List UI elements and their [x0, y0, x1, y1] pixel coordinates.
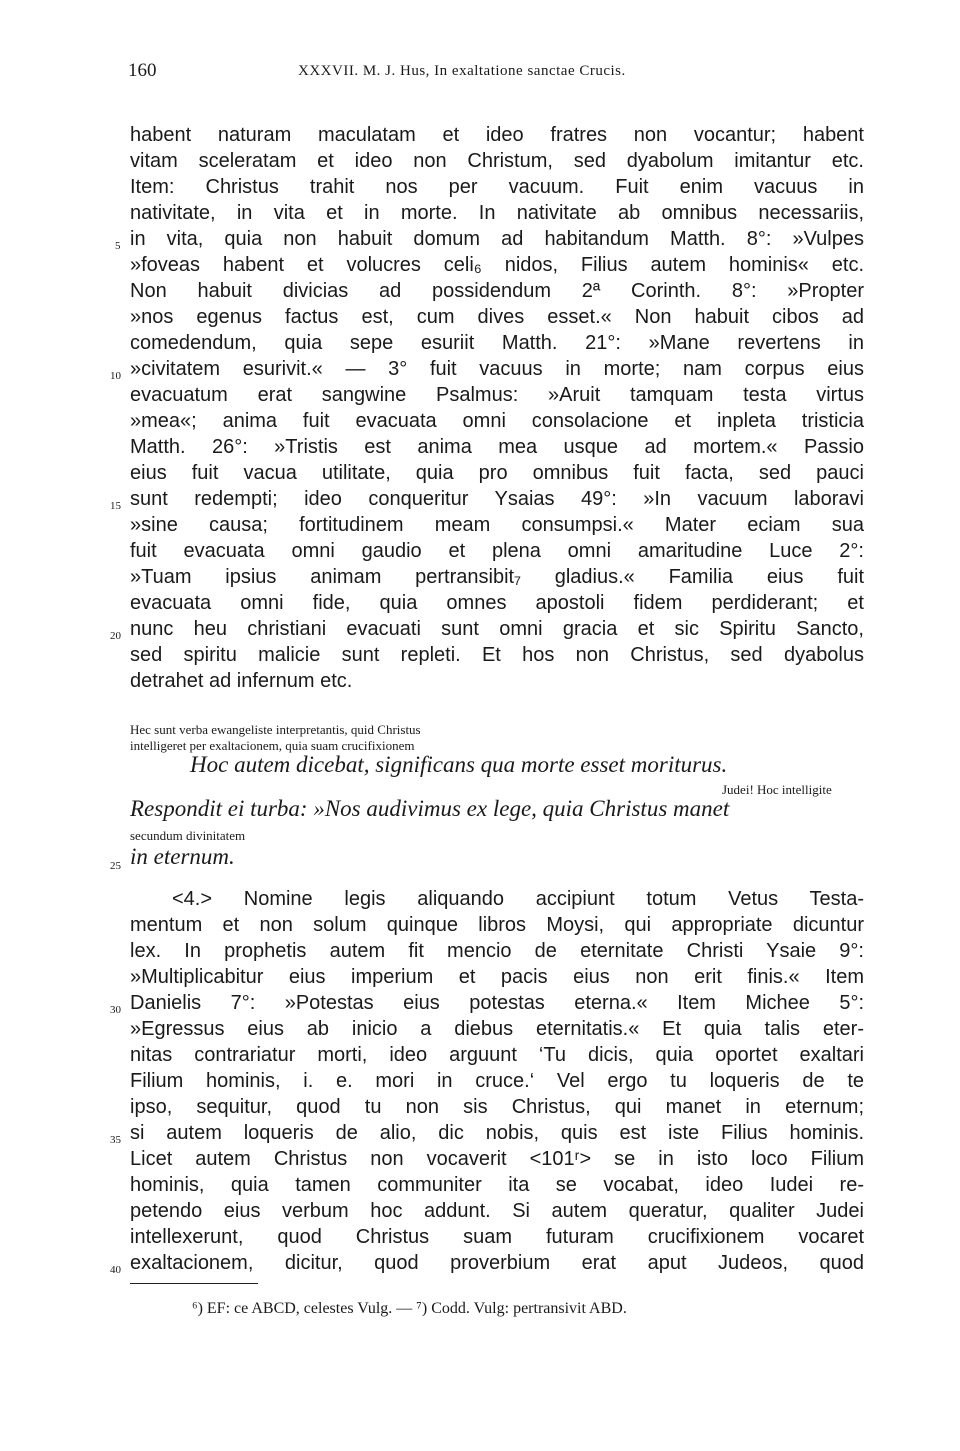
body-line: Danielis 7°: »Potestas eius potestas eterna.« Item Michee 5°: — [130, 992, 864, 1014]
gospel-lemma: in eternum. — [130, 844, 235, 869]
interlinear-gloss: Hec sunt verba ewangeliste interpretantis, quid Christus — [130, 722, 421, 737]
line-number: 5 — [115, 240, 121, 252]
body-line: mentum et non solum quinque libros Moysi, qui appropriate dicuntur — [130, 914, 864, 936]
body-line: vitam sceleratam et ideo non Christum, sed dyabolum imitantur etc. — [130, 150, 864, 172]
gospel-lemma: Hoc autem dicebat, significans qua morte esset moriturus. — [190, 752, 728, 777]
body-line: sed spiritu malicie sunt repleti. Et hos non Christus, sed dyabolus — [130, 644, 864, 666]
body-line: in vita, quia non habuit domum ad habitandum Matth. 8°: »Vulpes — [130, 228, 864, 250]
interlinear-gloss: Judei! Hoc intelligite — [722, 782, 832, 797]
line-number: 35 — [110, 1134, 121, 1146]
body-line: Non habuit divicias ad possidendum 2ª Corinth. 8°: »Propter — [130, 280, 864, 302]
page-number: 160 — [128, 60, 157, 81]
body-line: nativitate, in vita et in morte. In nativitate ab omnibus necessariis, — [130, 202, 864, 224]
body-line: »mea«; anima fuit evacuata omni consolacione et inpleta tristicia — [130, 410, 864, 432]
line-number: 15 — [110, 500, 121, 512]
body-line: comedendum, quia sepe esuriit Matth. 21°: »Mane revertens in — [130, 332, 864, 354]
body-line: hominis, quia tamen communiter ita se vocabat, ideo Iudei re- — [130, 1174, 864, 1196]
body-line: »Egressus eius ab inicio a diebus eternitatis.« Et quia talis eter- — [130, 1018, 864, 1040]
body-line: Item: Christus trahit nos per vacuum. Fuit enim vacuus in — [130, 176, 864, 198]
line-number: 10 — [110, 370, 121, 382]
body-line: sunt redempti; ideo conqueritur Ysaias 49°: »In vacuum laboravi — [130, 488, 864, 510]
body-line: »civitatem esurivit.« — 3° fuit vacuus in morte; nam corpus eius — [130, 358, 864, 380]
body-line: Licet autem Christus non vocaverit <101ʳ> se in isto loco Filium — [130, 1148, 864, 1170]
body-line: »foveas habent et volucres celi₆ nidos, Filius autem hominis« etc. — [130, 254, 864, 276]
body-line: »Multiplicabitur eius imperium et pacis eius non erit finis.« Item — [130, 966, 864, 988]
line-number: 20 — [110, 630, 121, 642]
body-line: »nos egenus factus est, cum dives esset.« Non habuit cibos ad — [130, 306, 864, 328]
footnote-rule — [130, 1283, 258, 1284]
body-line: »sine causa; fortitudinem meam consumpsi.« Mater eciam sua — [130, 514, 864, 536]
body-line: eius fuit vacua utilitate, quia pro omnibus fuit facta, sed pauci — [130, 462, 864, 484]
body-line: lex. In prophetis autem fit mencio de eternitate Christi Ysaie 9°: — [130, 940, 864, 962]
body-line: evacuatum erat sangwine Psalmus: »Aruit tamquam testa virtus — [130, 384, 864, 406]
body-line: fuit evacuata omni gaudio et plena omni amaritudine Luce 2°: — [130, 540, 864, 562]
footnote: ⁶) EF: ce ABCD, celestes Vulg. — ⁷) Codd. Vulg: pertransivit ABD. — [192, 1300, 627, 1317]
interlinear-gloss: intelligeret per exaltacionem, quia suam crucifixionem — [130, 738, 415, 753]
body-line: Filium hominis, i. e. mori in cruce.‘ Vel ergo tu loqueris de te — [130, 1070, 864, 1092]
body-line: petendo eius verbum hoc addunt. Si autem queratur, qualiter Judei — [130, 1200, 864, 1222]
body-line: habent naturam maculatam et ideo fratres non vocantur; habent — [130, 124, 864, 146]
line-number: 40 — [110, 1264, 121, 1276]
running-title: XXXVII. M. J. Hus, In exaltatione sanctae Crucis. — [298, 63, 626, 79]
interlinear-gloss: secundum divinitatem — [130, 828, 246, 843]
body-line: nunc heu christiani evacuati sunt omni gracia et sic Spiritu Sancto, — [130, 618, 864, 640]
body-line: nitas contrariatur morti, ideo arguunt ‘Tu dicis, quia oportet exaltari — [130, 1044, 864, 1066]
body-line: exaltacionem, dicitur, quod proverbium erat aput Judeos, quod — [130, 1252, 864, 1274]
line-number: 30 — [110, 1004, 121, 1016]
gospel-lemma: Respondit ei turba: »Nos audivimus ex lege, quia Christus manet — [130, 796, 730, 821]
body-line: detrahet ad infernum etc. — [130, 670, 353, 692]
body-line: intellexerunt, quod Christus suam futuram crucifixionem vocaret — [130, 1226, 864, 1248]
line-number: 25 — [110, 860, 121, 872]
body-line: ipso, sequitur, quod tu non sis Christus, qui manet in eternum; — [130, 1096, 864, 1118]
body-line: <4.> Nomine legis aliquando accipiunt totum Vetus Testa- — [172, 888, 864, 910]
page-header — [128, 60, 868, 90]
body-line: Matth. 26°: »Tristis est anima mea usque ad mortem.« Passio — [130, 436, 864, 458]
body-line: si autem loqueris de alio, dic nobis, quis est iste Filius hominis. — [130, 1122, 864, 1144]
body-line: »Tuam ipsius animam pertransibit₇ gladius.« Familia eius fuit — [130, 566, 864, 588]
body-line: evacuata omni fide, quia omnes apostoli fidem perdiderant; et — [130, 592, 864, 614]
